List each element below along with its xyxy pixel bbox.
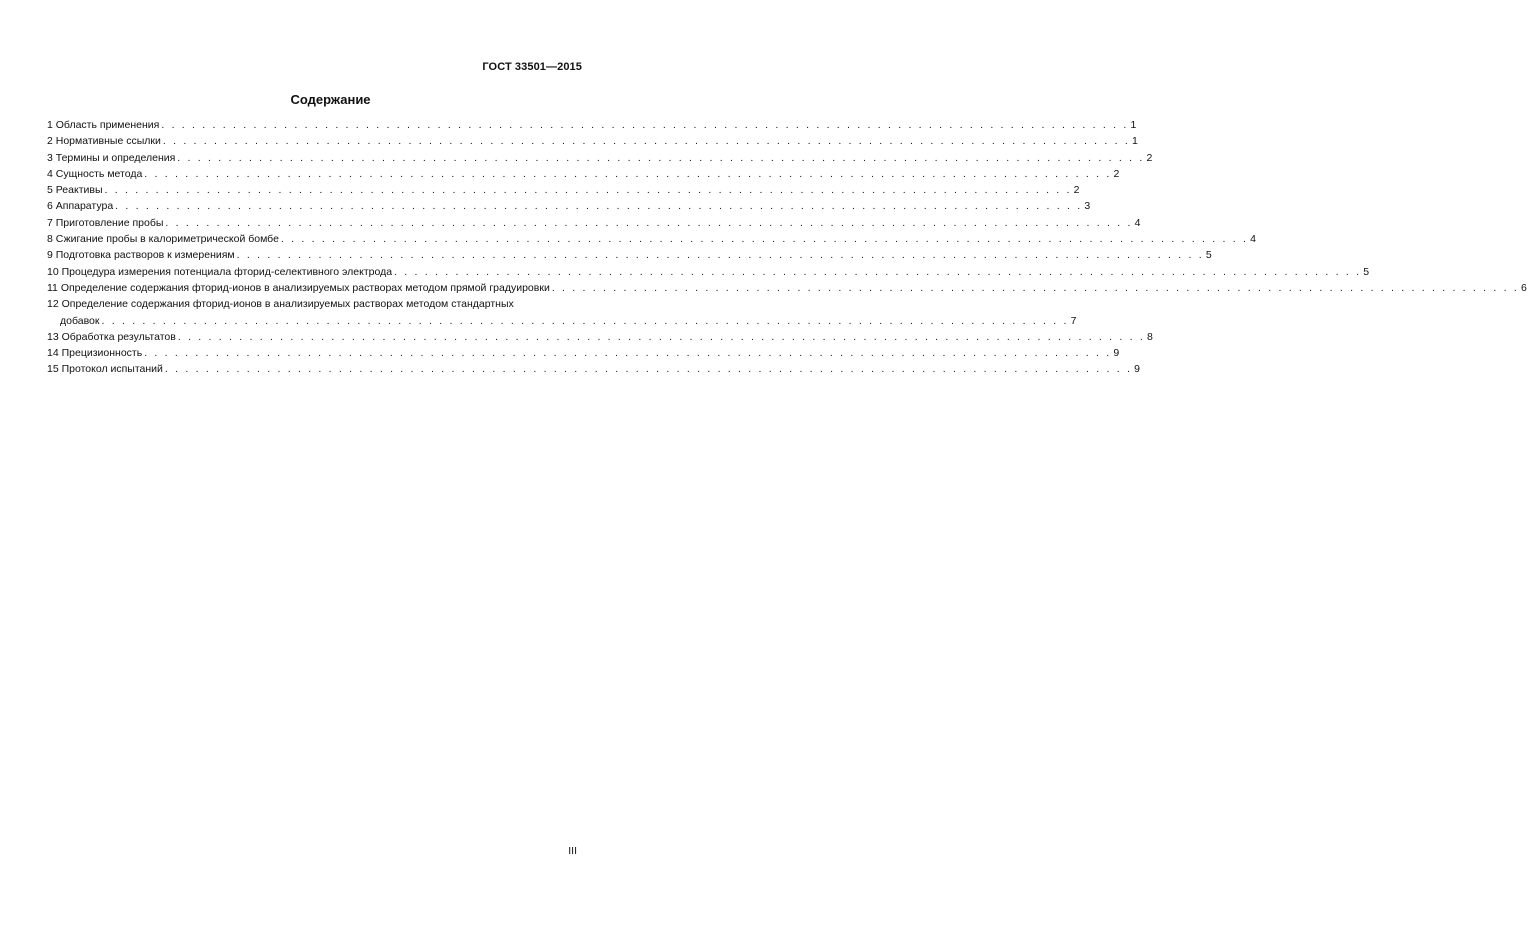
toc-entry-label: 9 Подготовка растворов к измерениям [47,249,235,262]
toc-entry-page: 5 [1205,249,1212,262]
toc-leader-dots: . . . . . . . . . . . . . . . . . . . . . . . . . . . . . . . . . . . . . . . . . . . . . . . . . . . . . . . . . . . . . . . . . . . . . . . . . . . . . . . . . . . . . . . . . . . . . . . [164,363,1133,376]
toc-entry-9[interactable] [47,247,1212,263]
toc-leader-dots: . . . . . . . . . . . . . . . . . . . . . . . . . . . . . . . . . . . . . . . . . . . . . . . . . . . . . . . . . . . . . . . . . . . . . . . . . . . . . . . . . . . . . . . . . . . . . . . [144,167,1112,180]
toc-leader-dots: . . . . . . . . . . . . . . . . . . . . . . . . . . . . . . . . . . . . . . . . . . . . . . . . . . . . . . . . . . . . . . . . . . . . . . . . . . . . . . . . . . . . . . . . . . . . . . . [280,233,1249,246]
toc-entry-page: 4 [1250,233,1256,246]
toc-list [47,117,1527,378]
toc-leader-dots: . . . . . . . . . . . . . . . . . . . . . . . . . . . . . . . . . . . . . . . . . . . . . . . . . . . . . . . . . . . . . . . . . . . . . . . . . . . . . . . . . . . . . . . . . . . . . . . [104,184,1072,197]
toc-entry-label: 13 Обработка результатов [47,330,176,343]
toc-entry-11[interactable] [47,280,1527,296]
toc-entry-page: 1 [1132,135,1138,148]
toc-entry-page: 9 [1134,363,1140,376]
toc-entry-label: 2 Нормативные ссылки [47,135,161,148]
toc-entry-label: 3 Термины и определения [47,151,176,164]
toc-leader-dots: . . . . . . . . . . . . . . . . . . . . . . . . . . . . . . . . . . . . . . . . . . . . . . . . . . . . . . . . . . . . . . . . . . . . . . . . . . . . . . . . . . . . . . . . . . . . . . . [236,249,1204,262]
toc-leader-dots: . . . . . . . . . . . . . . . . . . . . . . . . . . . . . . . . . . . . . . . . . . . . . . . . . . . . . . . . . . . . . . . . . . . . . . . . . . . . . . . . . . . . . . . . . . . . . . . [177,151,1145,164]
toc-entry-label: 10 Процедура измерения потенциала фторид-селективного электрода [47,265,393,278]
toc-leader-dots: . . . . . . . . . . . . . . . . . . . . . . . . . . . . . . . . . . . . . . . . . . . . . . . . . . . . . . . . . . . . . . . . . . . . . . . . . . . . . . . . . . . . . . . . . . . . . . . [115,200,1083,213]
toc-entry-page: 3 [1084,200,1091,213]
toc-entry-page: 9 [1113,347,1120,360]
toc-entry-label: 14 Прецизионность [47,347,143,360]
toc-entry-page: 8 [1147,330,1153,343]
toc-entry-label-continued: добавок [60,314,100,327]
toc-entry-page: 7 [1070,314,1077,327]
toc-entry-4[interactable] [47,166,1120,182]
toc-entry-page: 2 [1073,184,1080,197]
page-number: III [568,845,577,857]
toc-entry-label: 12 Определение содержания фторид-ионов в анализируемых растворах методом стандартных [47,298,514,311]
toc-entry-page: 6 [1520,281,1527,294]
toc-entry-2[interactable] [47,133,1138,149]
toc-title: Содержание [290,92,371,107]
toc-leader-dots: . . . . . . . . . . . . . . . . . . . . . . . . . . . . . . . . . . . . . . . . . . . . . . . . . . . . . . . . . . . . . . . . . . . . . . . . . . . . . . . . . . . . . . . . . . . . . . . [551,281,1519,294]
toc-entry-13[interactable] [47,329,1153,345]
toc-entry-8[interactable] [47,231,1256,247]
toc-entry-page: 2 [1113,167,1120,180]
toc-leader-dots: . . . . . . . . . . . . . . . . . . . . . . . . . . . . . . . . . . . . . . . . . . . . . . . . . . . . . . . . . . . . . . . . . . . . . . . . . . . . . . . . . . . . . . . . . . . . . . . [165,216,1133,229]
toc-entry-continuation [47,313,1077,329]
toc-entry-14[interactable] [47,345,1120,361]
toc-entry-page: 2 [1146,151,1153,164]
toc-entry-7[interactable] [47,215,1141,231]
toc-entry-page: 4 [1134,216,1141,229]
toc-entry-label: 1 Область применения [47,119,160,131]
toc-entry-12[interactable] [47,296,1077,329]
document-code: ГОСТ 33501—2015 [482,61,582,73]
toc-entry-1[interactable] [47,117,1137,133]
toc-entry-label: 6 Аппаратура [47,200,114,213]
toc-entry-page: 1 [1130,119,1137,131]
toc-entry-page: 5 [1363,265,1370,278]
toc-entry-label: 11 Определение содержания фторид-ионов в анализируемых растворах методом прямой градуировки [47,281,550,294]
toc-leader-dots: . . . . . . . . . . . . . . . . . . . . . . . . . . . . . . . . . . . . . . . . . . . . . . . . . . . . . . . . . . . . . . . . . . . . . . . . . . . . . . . . . . . . . . . . . . . . . . . [101,314,1069,327]
toc-entry-label: 5 Реактивы [47,184,103,197]
toc-leader-dots: . . . . . . . . . . . . . . . . . . . . . . . . . . . . . . . . . . . . . . . . . . . . . . . . . . . . . . . . . . . . . . . . . . . . . . . . . . . . . . . . . . . . . . . . . . . . . . . [162,135,1131,148]
toc-entry-5[interactable] [47,182,1080,198]
toc-leader-dots: . . . . . . . . . . . . . . . . . . . . . . . . . . . . . . . . . . . . . . . . . . . . . . . . . . . . . . . . . . . . . . . . . . . . . . . . . . . . . . . . . . . . . . . . . . . . . . . [161,119,1129,131]
toc-entry-label: 4 Сущность метода [47,167,143,180]
toc-leader-dots: . . . . . . . . . . . . . . . . . . . . . . . . . . . . . . . . . . . . . . . . . . . . . . . . . . . . . . . . . . . . . . . . . . . . . . . . . . . . . . . . . . . . . . . . . . . . . . . [177,330,1145,343]
toc-entry-6[interactable] [47,198,1091,214]
toc-entry-label: 8 Сжигание пробы в калориметрической бомбе [47,233,279,246]
toc-entry-label: 7 Приготовление пробы [47,216,164,229]
toc-entry-15[interactable] [47,361,1140,377]
toc-leader-dots: . . . . . . . . . . . . . . . . . . . . . . . . . . . . . . . . . . . . . . . . . . . . . . . . . . . . . . . . . . . . . . . . . . . . . . . . . . . . . . . . . . . . . . . . . . . . . . . [394,265,1362,278]
toc-entry-10[interactable] [47,264,1370,280]
toc-entry-label: 15 Протокол испытаний [47,363,163,376]
toc-leader-dots: . . . . . . . . . . . . . . . . . . . . . . . . . . . . . . . . . . . . . . . . . . . . . . . . . . . . . . . . . . . . . . . . . . . . . . . . . . . . . . . . . . . . . . . . . . . . . . . [144,347,1112,360]
toc-entry-3[interactable] [47,150,1153,166]
